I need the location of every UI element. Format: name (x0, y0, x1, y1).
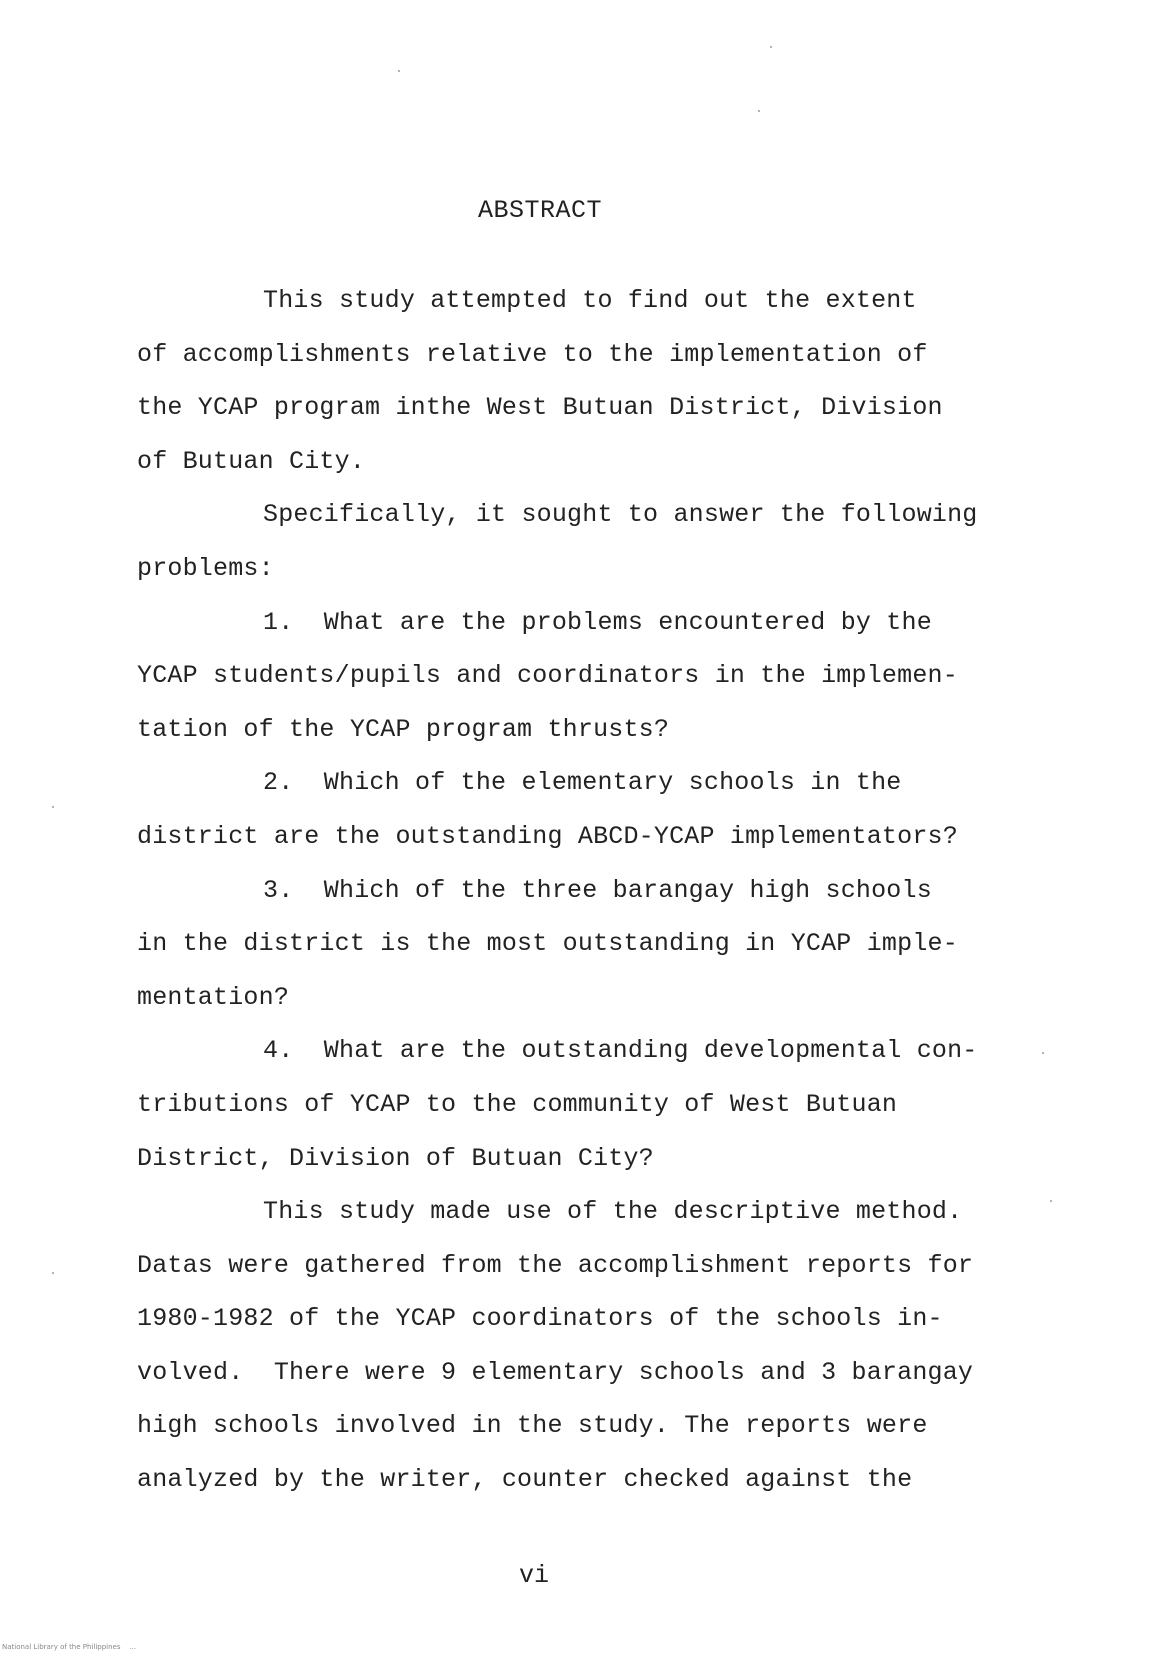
abstract-title: ABSTRACT (477, 196, 603, 225)
scan-speck (770, 46, 772, 48)
text-line: high schools involved in the study. The reports were (137, 1411, 928, 1441)
text-line: 1980-1982 of the YCAP coordinators of the schools in- (137, 1304, 943, 1334)
text-line: of accomplishments relative to the implementation of (137, 339, 928, 369)
scan-speck (52, 806, 54, 808)
text-line: District, Division of Butuan City? (137, 1143, 654, 1173)
abstract-body (137, 274, 1017, 1507)
text-line: the YCAP program inthe West Butuan District, Division (137, 393, 943, 423)
text-line: 1. What are the problems encountered by the (263, 607, 932, 637)
text-line: tation of the YCAP program thrusts? (137, 714, 670, 744)
scan-speck (758, 110, 760, 112)
text-line: in the district is the most outstanding in YCAP imple- (137, 929, 958, 959)
text-line: tributions of YCAP to the community of West Butuan (137, 1089, 898, 1119)
footer-note: National Library of the Philippines ... (2, 1643, 137, 1651)
scan-speck (1050, 1200, 1052, 1202)
text-line: problems: (137, 553, 274, 583)
text-line: Specifically, it sought to answer the following (263, 500, 978, 530)
text-line: This study attempted to find out the extent (263, 286, 917, 315)
text-line: mentation? (137, 982, 290, 1012)
text-line: Datas were gathered from the accomplishment reports for (137, 1250, 974, 1280)
text-line: volved. There were 9 elementary schools and 3 barangay (137, 1357, 974, 1387)
page-number: vi (519, 1561, 550, 1590)
text-line: This study made use of the descriptive method. (263, 1197, 963, 1227)
text-line: analyzed by the writer, counter checked against the (137, 1465, 913, 1495)
scan-speck (52, 1272, 54, 1274)
text-line: of Butuan City. (137, 446, 366, 476)
text-line: 4. What are the outstanding developmental con- (263, 1036, 978, 1066)
text-line: 2. Which of the elementary schools in the (263, 768, 902, 798)
text-line: YCAP students/pupils and coordinators in the implemen- (137, 661, 958, 691)
text-line: 3. Which of the three barangay high schools (263, 875, 932, 905)
scan-speck (1042, 1052, 1044, 1054)
scan-speck (398, 70, 400, 72)
text-line: district are the outstanding ABCD-YCAP implementators? (137, 821, 958, 851)
